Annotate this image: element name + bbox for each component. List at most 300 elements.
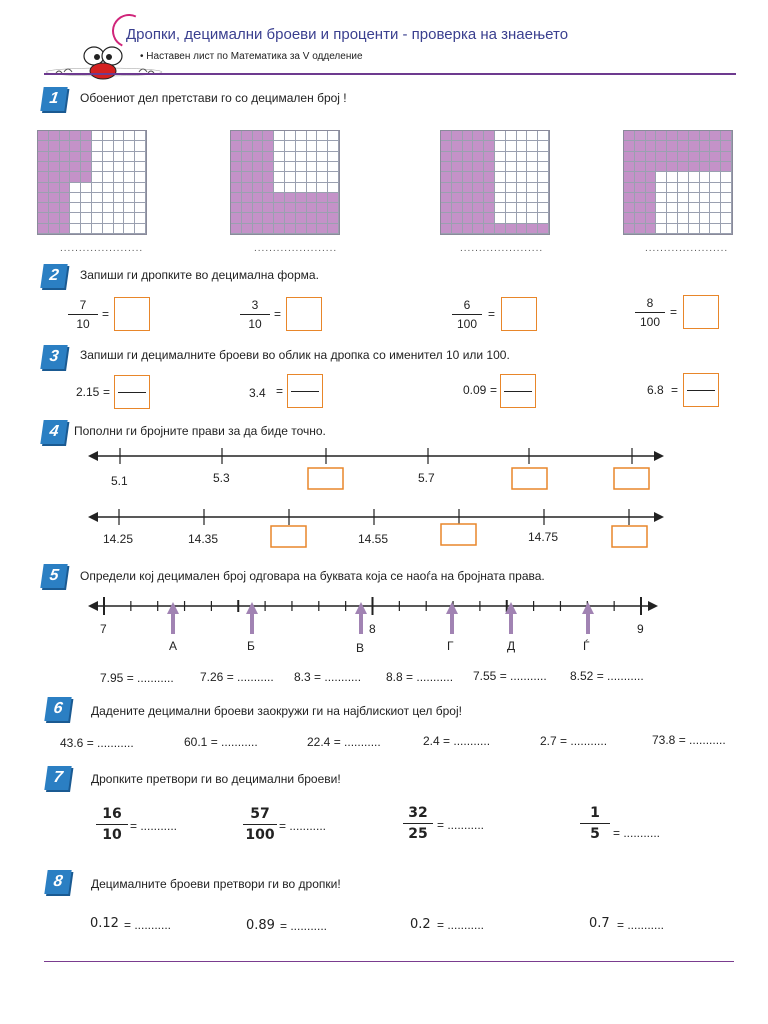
grid-cell [667,131,678,141]
grid-cell [81,183,92,193]
question-number-badge: 5 [40,564,67,588]
grid-cell [473,131,484,141]
grid-cell [274,141,285,151]
grid-cell [463,172,474,182]
grid-cell [538,183,549,193]
question-number-badge: 3 [40,345,67,369]
grid-cell [38,193,49,203]
grid-cell [81,172,92,182]
grid-cell [667,213,678,223]
grid-cell [231,162,242,172]
grid-cell [517,152,528,162]
point-letter: А [169,639,178,653]
grid-cell [103,172,114,182]
pointer-arrow-icon [582,602,594,634]
grid-cell [656,172,667,182]
footer-divider [44,961,734,962]
grid-cell [285,213,296,223]
grid-cell [635,193,646,203]
grid-cell [231,193,242,203]
decimal-value: 3.4 [249,386,266,400]
answer-blank[interactable]: ...................... [645,243,729,254]
grid-cell [656,203,667,213]
grid-cell [452,172,463,182]
grid-cell [441,152,452,162]
point-letter: Ѓ [583,639,590,653]
exercise-item[interactable]: 8.8 = ........... [386,670,454,684]
decimal-value: 2.15 [76,385,100,399]
arrow-right-icon [648,601,658,611]
grid-cell [656,162,667,172]
grid-cell [242,183,253,193]
grid-cell [81,162,92,172]
question-text: Дадените децимални броеви заокружи ги на најблискиот цел број! [91,704,462,718]
tick-label: 14.25 [103,532,134,546]
grid-cell [710,183,721,193]
grid-cell [231,172,242,182]
grid-cell [700,183,711,193]
grid-cell [38,141,49,151]
grid-cell [667,162,678,172]
decimal-value: 0.2 [410,917,431,932]
equals-sign: = [103,385,111,399]
grid-cell [274,203,285,213]
answer-box[interactable] [612,526,647,547]
answer-blank[interactable]: ...................... [60,243,144,254]
grid-cell [473,203,484,213]
decimal-value: 0.09 [463,383,487,397]
grid-cell [231,131,242,141]
grid-cell [452,152,463,162]
question-text: Децималните броеви претвори ги во дропки! [91,877,341,891]
grid-cell [263,141,274,151]
grid-cell [635,213,646,223]
point-letter: В [356,641,365,655]
answer-blank[interactable]: = ........... [617,918,665,932]
grid-cell [646,172,657,182]
grid-cell [60,224,71,234]
answer-blank[interactable]: = ........... [279,819,327,833]
grid-cell [527,213,538,223]
answer-box[interactable] [512,468,547,489]
grid-cell [317,162,328,172]
question-number-badge: 8 [44,870,71,894]
grid-cell [328,152,339,162]
grid-cell [114,183,125,193]
grid-cell [38,203,49,213]
grid-cell [263,172,274,182]
equals-sign: = [670,305,678,319]
grid-cell [124,213,135,223]
exercise-item[interactable]: 7.26 = ........... [200,670,274,684]
grid-cell [124,152,135,162]
grid-cell [70,193,81,203]
grid-cell [70,152,81,162]
grid-cell [484,152,495,162]
fraction: 8 100 [635,296,665,329]
grid-cell [92,172,103,182]
pointer-arrow-icon [246,602,258,634]
grid-cell [689,193,700,203]
grid-cell [231,203,242,213]
grid-cell [646,193,657,203]
grid-cell [135,203,146,213]
arrow-left-icon [88,601,98,611]
grid-cell [538,141,549,151]
exercise-item[interactable]: 8.52 = ........... [570,669,644,683]
grid-cell [710,193,721,203]
grid-cell [527,183,538,193]
grid-cell [135,224,146,234]
grid-cell [274,172,285,182]
grid-cell [495,183,506,193]
grid-cell [495,213,506,223]
grid-cell [527,172,538,182]
hundred-grid [623,130,733,235]
grid-cell [624,203,635,213]
grid-cell [135,162,146,172]
grid-cell [441,141,452,151]
grid-cell [495,224,506,234]
grid-cell [527,131,538,141]
grid-cell [274,131,285,141]
grid-cell [538,152,549,162]
grid-cell [70,131,81,141]
grid-cell [60,162,71,172]
grid-cell [506,224,517,234]
grid-cell [721,193,732,203]
grid-cell [495,172,506,182]
pointer-arrow-icon [355,602,367,634]
tick-label: 7 [100,622,107,636]
grid-cell [689,213,700,223]
grid-cell [60,152,71,162]
grid-cell [538,172,549,182]
grid-cell [328,193,339,203]
equals-sign: = [671,383,679,397]
grid-cell [38,152,49,162]
grid-cell [700,224,711,234]
grid-cell [70,162,81,172]
decimal-value: 0.7 [589,916,610,931]
grid-cell [70,141,81,151]
grid-cell [135,193,146,203]
grid-cell [124,131,135,141]
grid-cell [635,172,646,182]
grid-cell [49,213,60,223]
answer-box[interactable] [500,374,536,408]
grid-cell [242,172,253,182]
grid-cell [60,131,71,141]
grid-cell [317,131,328,141]
exercise-item[interactable]: 60.1 = ........... [184,735,258,749]
grid-cell [721,131,732,141]
grid-cell [646,183,657,193]
grid-cell [285,183,296,193]
fraction: 3 10 [240,298,270,331]
grid-cell [81,131,92,141]
grid-cell [38,224,49,234]
grid-cell [667,203,678,213]
grid-cell [452,183,463,193]
tick-label: 14.35 [188,532,219,546]
number-line-with-arrows [86,590,666,660]
grid-cell [274,162,285,172]
grid-cell [242,162,253,172]
hundred-grid [440,130,550,235]
grid-cell [700,172,711,182]
answer-box[interactable] [614,468,649,489]
grid-cell [441,172,452,182]
answer-box[interactable] [271,526,306,547]
grid-cell [307,152,318,162]
grid-cell [317,203,328,213]
grid-cell [135,183,146,193]
grid-cell [307,131,318,141]
answer-blank[interactable]: = ........... [613,826,661,840]
grid-cell [710,131,721,141]
arrow-left-icon [88,512,98,522]
grid-cell [274,152,285,162]
grid-cell [667,224,678,234]
answer-box[interactable] [441,524,476,545]
answer-box[interactable] [683,373,719,407]
grid-cell [678,131,689,141]
grid-cell [124,183,135,193]
grid-cell [452,224,463,234]
grid-cell [317,224,328,234]
arrow-left-icon [88,451,98,461]
answer-blank[interactable]: = ........... [280,919,328,933]
grid-cell [103,224,114,234]
exercise-item[interactable]: 2.7 = ........... [540,734,608,748]
grid-cell [285,172,296,182]
answer-blank[interactable]: ...................... [460,243,544,254]
grid-cell [317,152,328,162]
grid-cell [242,203,253,213]
tick-label: 14.55 [358,532,389,546]
grid-cell [124,172,135,182]
answer-box[interactable] [683,295,719,329]
grid-cell [263,152,274,162]
grid-cell [635,183,646,193]
grid-cell [517,183,528,193]
grid-cell [517,193,528,203]
grid-cell [689,152,700,162]
exercise-item[interactable]: 7.95 = ........... [100,671,174,685]
grid-cell [624,183,635,193]
grid-cell [646,141,657,151]
grid-cell [296,203,307,213]
question-text: Обоениот дел претстави го со децимален број ! [80,91,347,105]
grid-cell [114,224,125,234]
grid-cell [678,172,689,182]
grid-cell [441,224,452,234]
grid-cell [92,141,103,151]
grid-cell [253,172,264,182]
tick-label: 5.1 [111,474,128,488]
grid-cell [81,193,92,203]
grid-cell [484,213,495,223]
grid-cell [656,131,667,141]
grid-cell [710,224,721,234]
grid-cell [678,213,689,223]
grid-cell [495,131,506,141]
grid-cell [678,152,689,162]
grid-cell [624,131,635,141]
grid-cell [463,203,474,213]
question-text: Запиши ги дропките во децимална форма. [80,268,319,282]
grid-cell [624,172,635,182]
grid-cell [506,141,517,151]
grid-cell [124,193,135,203]
grid-cell [114,213,125,223]
fraction: 32 25 [403,805,433,842]
grid-cell [463,131,474,141]
grid-cell [506,193,517,203]
grid-cell [452,193,463,203]
grid-cell [114,172,125,182]
exercise-item[interactable]: 43.6 = ........... [60,736,134,750]
grid-cell [527,224,538,234]
answer-box[interactable] [287,374,323,408]
grid-cell [441,183,452,193]
grid-cell [700,193,711,203]
grid-cell [114,193,125,203]
grid-cell [678,203,689,213]
grid-cell [296,172,307,182]
grid-cell [296,162,307,172]
grid-cell [92,224,103,234]
decimal-value: 6.8 [647,383,664,397]
grid-cell [441,162,452,172]
grid-cell [92,131,103,141]
grid-cell [538,162,549,172]
grid-cell [253,162,264,172]
grid-cell [242,213,253,223]
question-text: Запиши ги децималните броеви во облик на дропка со именител 10 или 100. [80,348,510,362]
point-letter: Г [447,639,454,653]
grid-cell [656,224,667,234]
grid-cell [285,152,296,162]
grid-cell [689,224,700,234]
answer-box[interactable] [114,375,150,409]
grid-cell [49,152,60,162]
grid-cell [538,203,549,213]
grid-cell [463,152,474,162]
grid-cell [114,203,125,213]
question-number-badge: 7 [44,766,71,790]
grid-cell [92,162,103,172]
grid-cell [49,162,60,172]
tick-label: 5.7 [418,471,435,485]
grid-cell [484,141,495,151]
tick-label: 9 [637,622,644,636]
exercise-item[interactable]: 7.55 = ........... [473,669,547,683]
grid-cell [710,152,721,162]
grid-cell [495,141,506,151]
answer-blank[interactable]: = ........... [130,819,178,833]
answer-blank[interactable]: = ........... [124,918,172,932]
grid-cell [103,193,114,203]
grid-cell [624,193,635,203]
grid-cell [307,213,318,223]
grid-cell [81,141,92,151]
grid-cell [473,183,484,193]
grid-cell [484,203,495,213]
grid-cell [285,193,296,203]
grid-cell [274,193,285,203]
grid-cell [328,141,339,151]
grid-cell [92,203,103,213]
exercise-item[interactable]: 2.4 = ........... [423,734,491,748]
grid-cell [473,193,484,203]
grid-cell [495,193,506,203]
arrow-right-icon [654,451,664,461]
grid-cell [635,224,646,234]
grid-cell [506,162,517,172]
grid-cell [527,162,538,172]
grid-cell [473,141,484,151]
answer-box[interactable] [286,297,322,331]
exercise-item[interactable]: 8.3 = ........... [294,670,362,684]
header-divider [44,73,736,75]
exercise-item[interactable]: 22.4 = ........... [307,735,381,749]
grid-cell [328,172,339,182]
grid-cell [231,141,242,151]
answer-blank[interactable]: = ........... [437,818,485,832]
hundred-grid [37,130,147,235]
grid-cell [710,162,721,172]
grid-cell [114,152,125,162]
grid-cell [103,213,114,223]
grid-cell [307,172,318,182]
grid-cell [38,162,49,172]
answer-blank[interactable]: ...................... [254,243,338,254]
grid-cell [710,203,721,213]
grid-cell [135,213,146,223]
grid-cell [285,141,296,151]
grid-cell [263,203,274,213]
grid-cell [441,193,452,203]
point-letter: Д [507,639,516,653]
answer-box[interactable] [308,468,343,489]
grid-cell [624,152,635,162]
page-title: Дропки, децимални броеви и проценти - проверка на знаењето [126,26,569,43]
grid-cell [527,141,538,151]
answer-box[interactable] [501,297,537,331]
answer-box[interactable] [114,297,150,331]
grid-cell [721,224,732,234]
grid-cell [49,193,60,203]
grid-cell [656,193,667,203]
grid-cell [678,162,689,172]
grid-cell [60,193,71,203]
grid-cell [506,183,517,193]
grid-cell [710,141,721,151]
grid-cell [646,213,657,223]
question-text: Пополни ги бројните прави за да биде точно. [74,424,326,438]
grid-cell [463,193,474,203]
exercise-item[interactable]: 73.8 = ........... [652,733,726,747]
grid-cell [328,213,339,223]
grid-cell [463,213,474,223]
grid-cell [635,152,646,162]
grid-cell [721,203,732,213]
answer-blank[interactable]: = ........... [437,918,485,932]
grid-cell [253,183,264,193]
grid-cell [463,141,474,151]
